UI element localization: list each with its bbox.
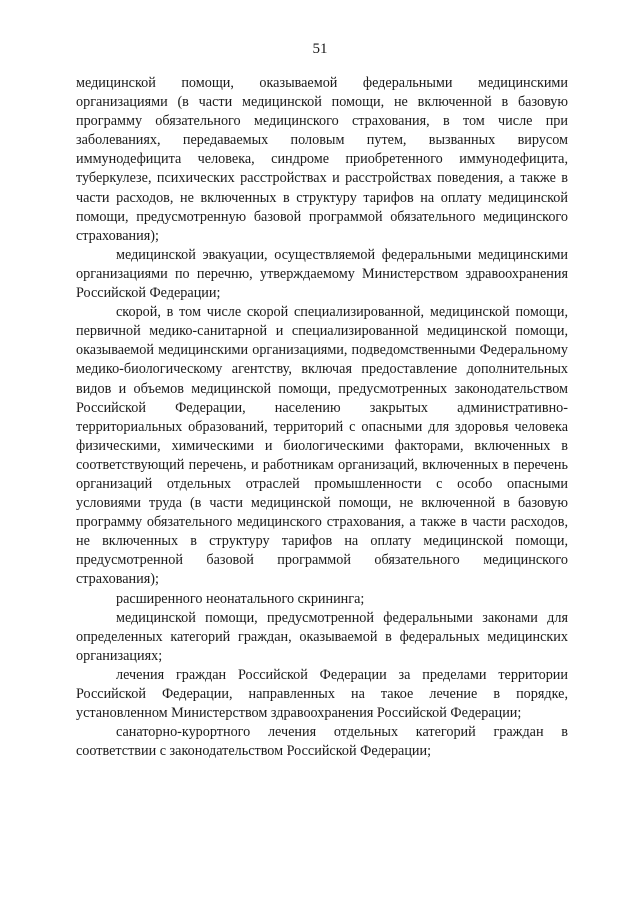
paragraph-neonatal-screening: расширенного неонатального скрининга; (116, 590, 365, 607)
paragraph-federal-laws-care: медицинской помощи, предусмотренной федеральными законами для определенных категорий граждан, оказываемой в федеральных медицинских организациях; (76, 609, 568, 664)
document-body (76, 74, 568, 761)
paragraph-emergency-care-fmba: скорой, в том числе скорой специализированной, медицинской помощи, первичной медико-санитарной и специализированной медицинской помощи, оказываемой медицинскими организациями, подведомственными Федеральному медико-биологическому агентству, включая предоставление дополнительных видов и объемов медицинской помощи, предусмотренных законодательством Российской Федерации, населению закрытых административно-территориальных образований, территорий с опасными для здоровья человека физическими, химическими и биологическими факторами, включенных в соответствующий перечень, и работникам организаций, включенных в перечень организаций отдельных отраслей промышленности с особо опасными условиями труда (в части медицинской помощи, не включенной в базовую программу обязательного медицинского страхования, а также в части расходов, не включенных в структуру тарифов на оплату медицинской помощи, предусмотренной базовой программой обязательного медицинского страхования); (76, 304, 568, 588)
page-number: 51 (312, 41, 328, 57)
paragraph-treatment-abroad: лечения граждан Российской Федерации за пределами территории Российской Федерации, направленных на такое лечение в порядке, установленном Министерством здравоохранения Российской Федерации; (76, 666, 568, 722)
paragraph-federal-medical-care: медицинской помощи, оказываемой федеральными медицинскими организациями (в части медицинской помощи, не включенной в базовую программу обязательного медицинского страхования, в том числе при заболеваниях, передаваемых половым путем, вызванных вирусом иммунодефицита человека, синдроме приобретенного иммунодефицита, туберкулезе, психических расстройствах и расстройствах поведения, а также в части расходов, не включенных в структуру тарифов на оплату медицинской помощи, предусмотренную базовой программой обязательного медицинского страхования); (76, 75, 568, 244)
paragraph-sanatorium-treatment: санаторно-курортного лечения отдельных категорий граждан в соответствии с законодательством Российской Федерации; (76, 724, 568, 760)
paragraph-medical-evacuation: медицинской эвакуации, осуществляемой федеральными медицинскими организациями по перечню, утверждаемому Министерством здравоохранения Российской Федерации; (76, 246, 568, 302)
